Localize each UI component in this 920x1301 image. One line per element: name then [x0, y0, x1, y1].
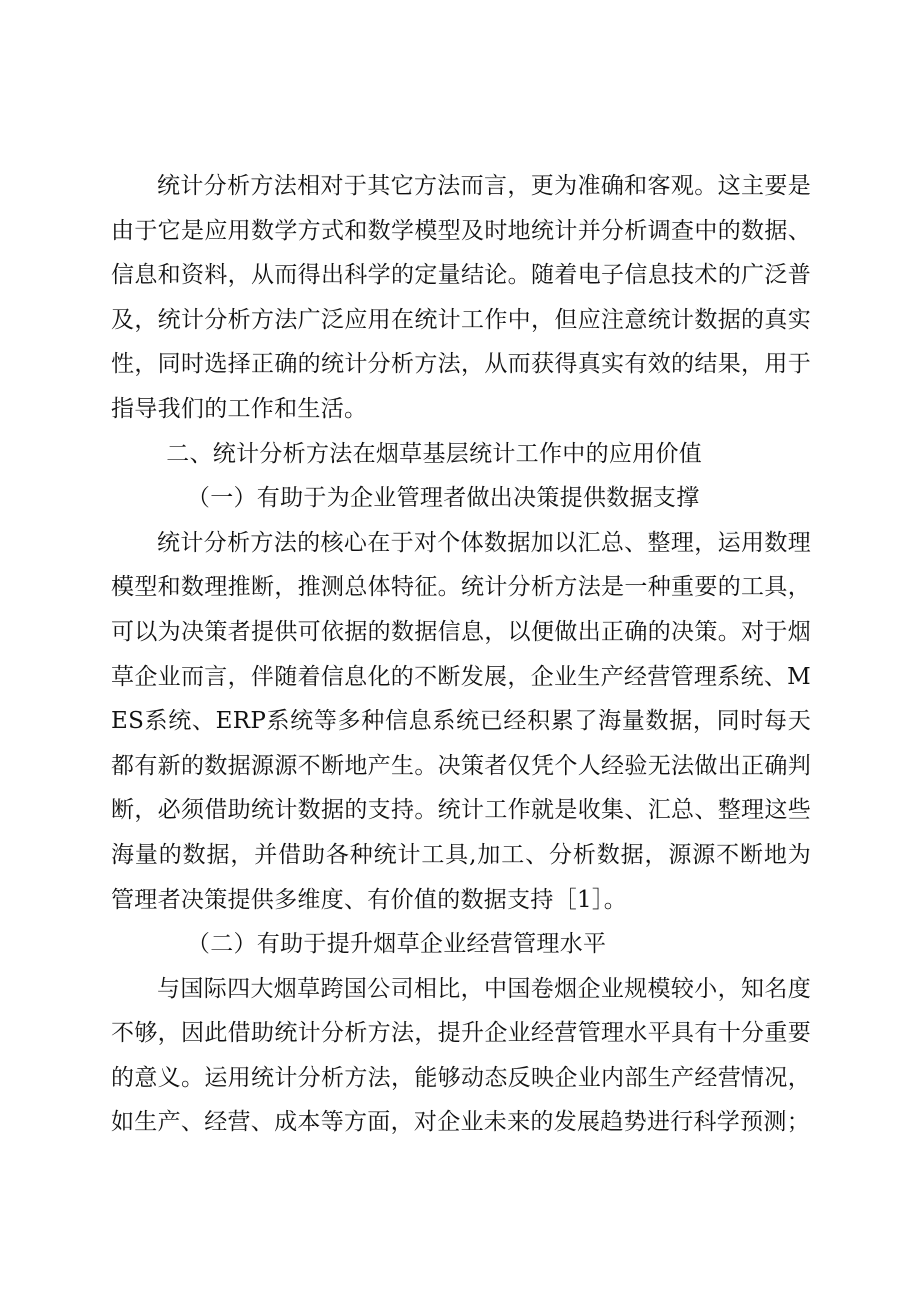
paragraph-management-level: 与国际四大烟草跨国公司相比，中国卷烟企业规模较小，知名度不够，因此借助统计分析方法，提升企业经营管理水平具有十分重要的意义。运用统计分析方法，能够动态反映企业内部生产经营情况，如生产、经营、成本等方面，对企业未来的发展趋势进行科学预测；: [111, 975, 811, 1136]
paragraph-intro: 统计分析方法相对于其它方法而言，更为准确和客观。这主要是由于它是应用数学方式和数学模型及时地统计并分析调查中的数据、信息和资料，从而得出科学的定量结论。随着电子信息技术的广泛普及，统计分析方法广泛应用在统计工作中，但应注意统计数据的真实性，同时选择正确的统计分析方法，从而获得真实有效的结果，用于指导我们的工作和生活。: [111, 173, 811, 422]
paragraph-decision-support: 统计分析方法的核心在于对个体数据加以汇总、整理，运用数理模型和数理推断，推测总体特征。统计分析方法是一种重要的工具，可以为决策者提供可依据的数据信息，以便做出正确的决策。对于烟草企业而言，伴随着信息化的不断发展，企业生产经营管理系统、MES系统、ERP系统等多种信息系统已经积累了海量数据，同时每天都有新的数据源源不断地产生。决策者仅凭个人经验无法做出正确判断，必须借助统计数据的支持。统计工作就是收集、汇总、整理这些海量的数据，并借助各种统计工具,加工、分析数据，源源不断地为管理者决策提供多维度、有价值的数据支持［1］。: [111, 529, 811, 913]
section-heading-2: 二、统计分析方法在烟草基层统计工作中的应用价值: [166, 440, 703, 467]
subsection-heading-1: （一）有助于为企业管理者做出决策提供数据支撑: [186, 485, 700, 512]
subsection-heading-2: （二）有助于提升烟草企业经营管理水平: [186, 931, 607, 958]
document-body: [111, 164, 811, 1145]
